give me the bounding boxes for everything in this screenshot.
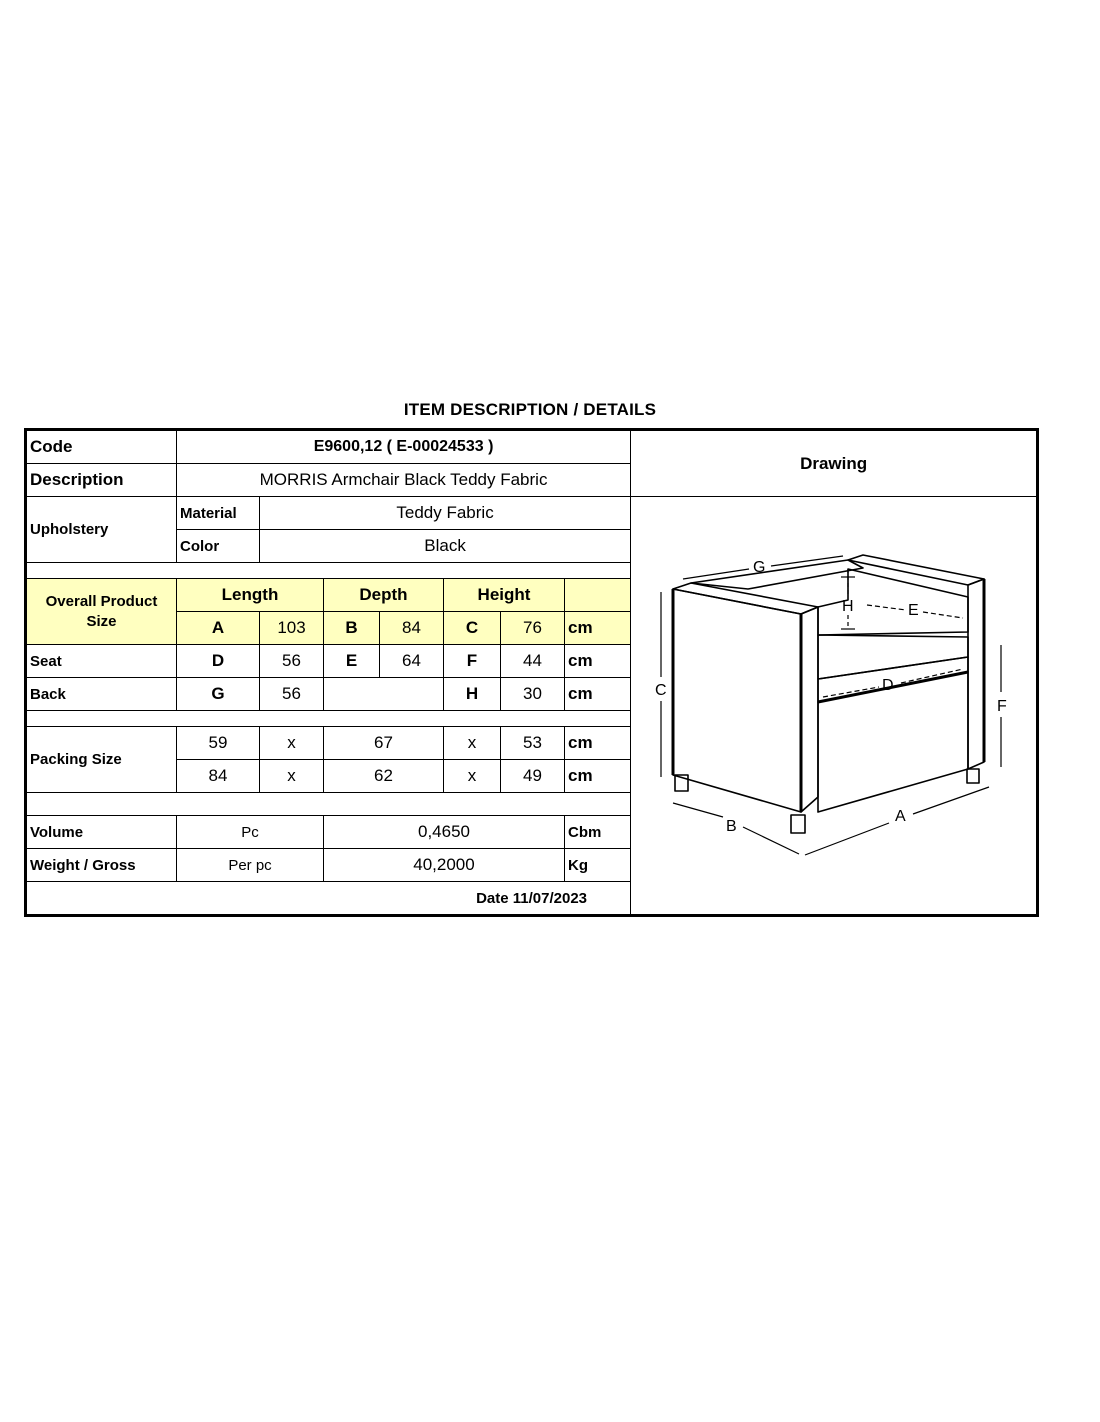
letter-d: D [177,645,260,678]
armchair-drawing [631,497,1038,887]
value-h: 30 [501,678,565,711]
packing-label: Packing Size [26,727,177,793]
seat-cushion-top [818,635,968,679]
packing-x: x [444,727,501,760]
value-e: 64 [380,645,444,678]
material-label: Material [177,497,260,530]
back-empty [324,678,444,711]
material-value: Teddy Fabric [260,497,631,530]
value-b: 84 [380,612,444,645]
packing-x: x [260,727,324,760]
volume-label: Volume [26,816,177,849]
description-label: Description [26,464,177,497]
leg-front-right [791,815,805,833]
packing-x: x [260,760,324,793]
weight-label: Weight / Gross [26,849,177,882]
back-unit: cm [565,678,631,711]
dim-letter-e: E [908,602,919,619]
code-value: E9600,12 ( E-00024533 ) [177,430,631,464]
value-a: 103 [260,612,324,645]
dim-letter-g: G [753,559,766,576]
sheet-title: ITEM DESCRIPTION / DETAILS [403,400,657,419]
letter-c: C [444,612,501,645]
unit-header [565,579,631,612]
value-g: 56 [260,678,324,711]
code-row [26,430,1038,464]
volume-per: Pc [177,816,324,849]
left-arm-front-face [673,589,801,812]
height-header: Height [444,579,565,612]
packing-unit: cm [565,727,631,760]
packing-length: 84 [177,760,260,793]
right-arm-side [968,579,984,769]
dim-letter-f: F [997,698,1007,715]
spec-table [24,428,1039,917]
left-arm-side [801,607,818,812]
dim-letter-b: B [726,818,737,835]
left-arm-top [673,583,818,614]
back-label: Back [26,678,177,711]
dim-letter-d: D [882,677,894,694]
overall-unit: cm [565,612,631,645]
value-f: 44 [501,645,565,678]
upholstery-label: Upholstery [26,497,177,563]
weight-value: 40,2000 [324,849,565,882]
dim-letter-c: C [655,682,667,699]
letter-g: G [177,678,260,711]
value-d: 56 [260,645,324,678]
right-arm-top [848,555,984,585]
color-value: Black [260,530,631,563]
letter-h: H [444,678,501,711]
packing-height: 53 [501,727,565,760]
overall-label-line2: Size [86,612,117,630]
packing-width: 62 [324,760,444,793]
back-front [818,569,968,635]
color-label: Color [177,530,260,563]
packing-width: 67 [324,727,444,760]
volume-unit: Cbm [565,816,631,849]
overall-label-line1: Overall Product [45,592,158,610]
depth-header: Depth [324,579,444,612]
seat-label: Seat [26,645,177,678]
weight-per: Per pc [177,849,324,882]
letter-e: E [324,645,380,678]
code-label: Code [26,430,177,464]
packing-unit: cm [565,760,631,793]
letter-f: F [444,645,501,678]
overall-size-label [26,579,177,645]
description-value: MORRIS Armchair Black Teddy Fabric [177,464,631,497]
dim-letter-h: H [842,598,854,615]
letter-a: A [177,612,260,645]
seat-unit: cm [565,645,631,678]
value-c: 76 [501,612,565,645]
volume-value: 0,4650 [324,816,565,849]
date-text: Date 11/07/2023 [26,882,1038,916]
length-header: Length [177,579,324,612]
drawing-label: Drawing [631,430,1038,497]
letter-b: B [324,612,380,645]
packing-length: 59 [177,727,260,760]
date-row [26,882,1038,916]
drawing-cell [631,497,1038,916]
back-top [691,560,863,589]
packing-x: x [444,760,501,793]
leg-back-right [967,769,979,783]
weight-unit: Kg [565,849,631,882]
dim-letter-a: A [895,808,906,825]
packing-height: 49 [501,760,565,793]
material-row [26,497,1038,530]
